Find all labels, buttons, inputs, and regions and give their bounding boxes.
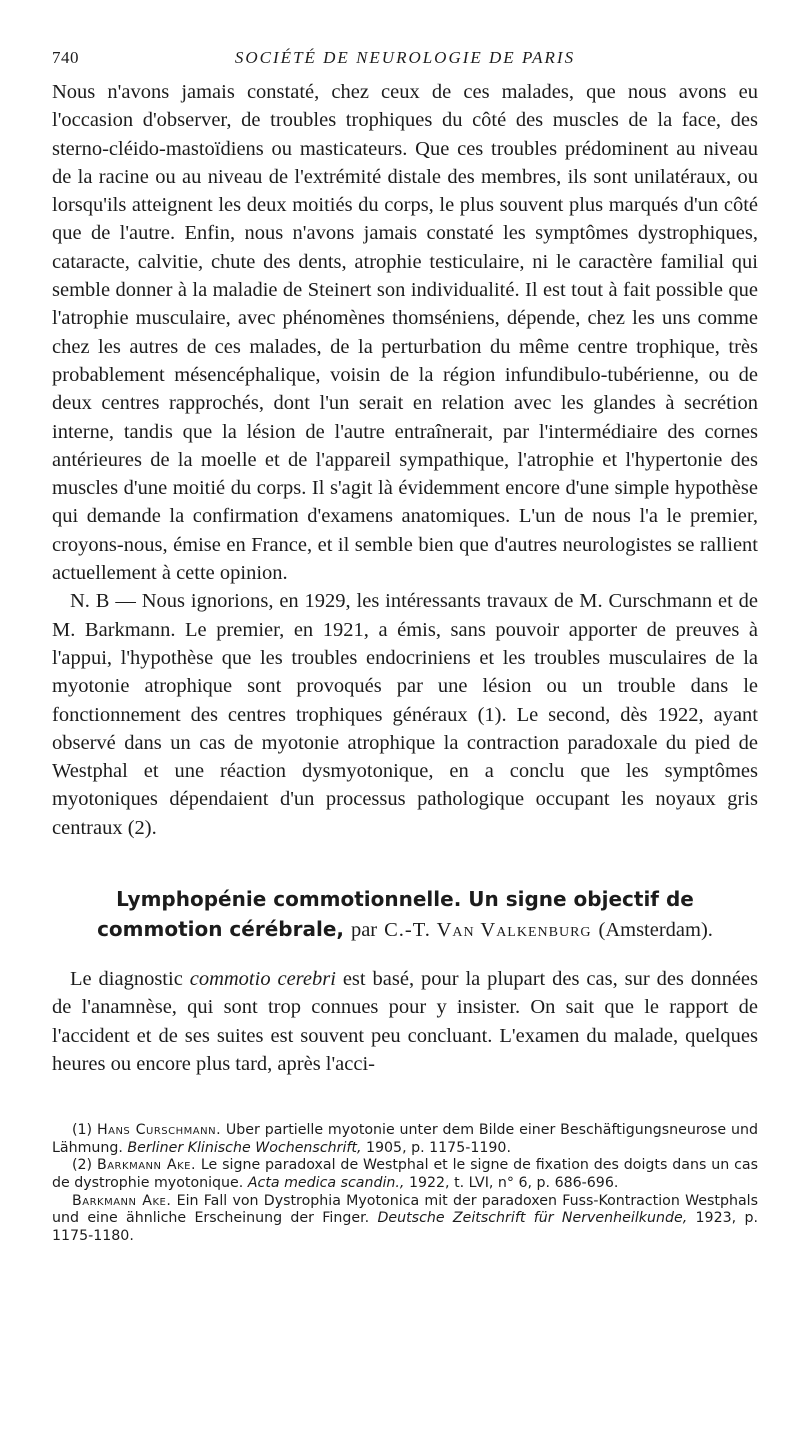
footnotes [52, 1122, 758, 1245]
footnote-journal: Berliner Klinische Wochenschrift, [127, 1139, 362, 1156]
paragraph-nb: N. B — Nous ignorions, en 1929, les intéressants travaux de M. Curschmann et de M. Barkmann. Le premier, en 1921, a émis, sans pouvoir apporter de preuves à l'appui, l'hypothèse que les troubles endocriniens et les troubles musculaires de la myotonie atrophique sont provoqués par une lésion ou un trouble dans le fonctionnement des centres trophiques généraux (1). Le second, dès 1922, ayant observé dans un cas de myotonie atrophique la contraction paradoxale du pied de Westphal et une réaction dysmyotonique, en a conclu que les symptômes myotoniques dépendaient d'un processus pathologique occupant les noyaux gris centraux (2). [52, 590, 758, 839]
footnote-journal: Acta medica scandin., [247, 1174, 405, 1191]
footnote-journal: Deutsche Zeitschrift für Nervenheilkunde, [377, 1210, 688, 1227]
footnote-ref: 1922, t. LVI, n° 6, p. 686-696. [404, 1174, 619, 1191]
paragraph: Nous n'avons jamais constaté, chez ceux de ces malades, que nous avons eu l'occasion d'observer, de troubles trophiques du côté des muscles de la face, des sterno-cléido-mastoïdiens ou masticateurs. Que ces troubles prédominent au niveau de la racine ou au niveau de l'extrémité distale des membres, ils sont unilatéraux, ou lorsqu'ils atteignent les deux moitiés du corps, le plus souvent plus marqués d'un côté que de l'autre. Enfin, nous n'avons jamais constaté les symptômes dystrophiques, cataracte, calvitie, chute des dents, atrophie testiculaire, ni le caractère familial qui semble donner à la maladie de Steinert son individualité. Il est tout à fait possible que l'atrophie musculaire, avec phénomènes thomséniens, dépende, chez les uns comme chez les autres de ces malades, de la perturbation du même centre trophique, très probablement mésencéphalique, voisin de la région infundibulo-tubérienne, ou de deux centres rapprochés, dont l'un serait en relation avec les glandes à secrétion interne, tandis que la lésion de l'autre entraînerait, par l'intermédiaire des cornes antérieures de la moelle et de l'appareil sympathique, l'atrophie et l'hypertonie des muscles d'une moitié du corps. Il s'agit là évidemment encore d'une simple hypothèse qui demande la confirmation d'examens anatomiques. L'un de nous l'a le premier, croyons-nous, émise en France, et il semble bien que d'autres neurologistes se rallient actuellement à cette opinion. [52, 81, 758, 585]
footnote-author: Barkmann Ake. [96, 1157, 196, 1174]
article-intro [52, 965, 758, 1078]
footnote-author: Barkmann Ake. [72, 1192, 172, 1209]
footnote-1 [52, 1122, 758, 1157]
page-header [52, 48, 758, 78]
footnote-ref: 1923, p. 1175-1180. [52, 1210, 758, 1244]
article-title: Lymphopénie commotionnelle. Un signe objectif de commotion cérébrale, [97, 887, 694, 942]
footnote-text: Le signe paradoxal de Westphal et le signe de fixation des doigts dans un cas de dystrophie myotonique. [52, 1157, 758, 1191]
intro-italic: commotio cerebri [189, 968, 336, 991]
page [52, 48, 758, 1245]
intro-text-cont: est basé, pour la plupart des cas, sur des données de l'anamnèse, qui sont trop connues pour y insister. On sait que le rapport de l'accident et de ses suites est souvent peu concluant. L'examen du malade, quelques heures ou encore plus tard, après l'acci- [52, 968, 758, 1075]
body-text [52, 78, 758, 842]
footnote-author: Hans Curschmann. [96, 1122, 222, 1139]
article-heading [52, 884, 758, 945]
article-body [52, 965, 758, 1078]
footnote-label: (1) [72, 1122, 97, 1139]
page-number: 740 [52, 48, 79, 67]
footnote-label: (2) [72, 1157, 97, 1174]
footnote-ref: 1905, p. 1175-1190. [361, 1139, 511, 1156]
running-head: SOCIÉTÉ DE NEUROLOGIE DE PARIS [234, 48, 576, 67]
footnote-3 [52, 1193, 758, 1246]
footnote-text: Ein Fall von Dystrophia Myotonica mit der paradoxen Fuss-Kontraction Westphals und eine ähnliche Erscheinung der Finger. [52, 1192, 758, 1227]
article-author: C.-T. Van Valkenburg [384, 919, 592, 942]
article-location: (Amsterdam). [598, 919, 713, 942]
footnote-text: Uber partielle myotonie unter dem Bilde einer Beschäftigungsneurose und Lähmung. [52, 1122, 758, 1156]
footnote-2 [52, 1157, 758, 1192]
intro-text: Le diagnostic [70, 968, 190, 991]
article-by: par [350, 919, 378, 942]
